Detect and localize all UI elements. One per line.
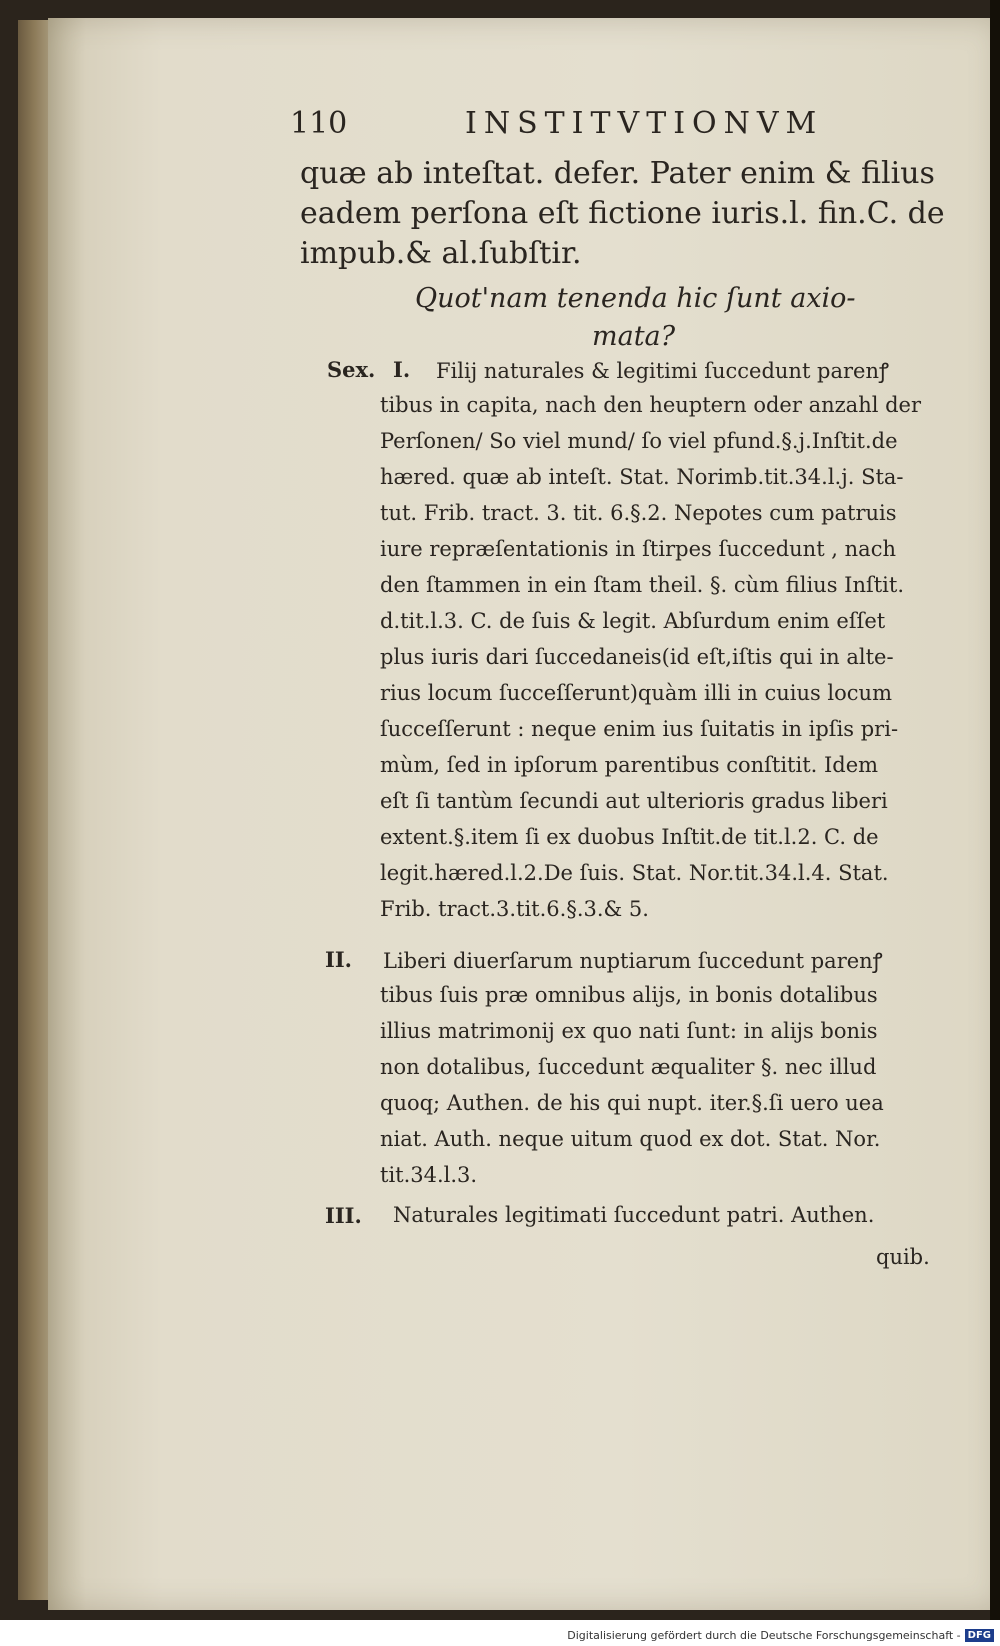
section-label: Sex.: [327, 357, 376, 382]
catchword: quib.: [876, 1245, 930, 1269]
axiom-line: tibus ſuis præ omnibus alijs, in bonis dotalibus: [380, 983, 878, 1007]
footer-credit: [567, 1629, 994, 1642]
axiom-line: Filij naturales & legitimi ſuccedunt parenꝭ: [436, 359, 889, 383]
axiom-marker: I.: [393, 357, 411, 382]
question-heading: mata?: [592, 321, 676, 352]
axiom-line: plus iuris dari ſuccedaneis(id eſt,iſtis qui in alte-: [380, 645, 894, 669]
axiom-line: hæred. quæ ab inteſt. Stat. Norimb.tit.34.l.j. Sta-: [380, 465, 904, 489]
axiom-line: legit.hæred.l.2.De ſuis. Stat. Nor.tit.34.l.4. Stat.: [380, 861, 889, 885]
axiom-marker: II.: [325, 947, 352, 972]
axiom-line: non dotalibus, ſuccedunt æqualiter §. nec illud: [380, 1055, 877, 1079]
axiom-marker: III.: [325, 1203, 362, 1228]
axiom-line: Perſonen/ So viel mund/ ſo viel pfund.§.j.Inſtit.de: [380, 429, 898, 453]
axiom-line: Frib. tract.3.tit.6.§.3.& 5.: [380, 897, 649, 921]
axiom-line: eſt ſi tantùm ſecundi aut ulterioris gradus liberi: [380, 789, 888, 813]
axiom-line: extent.§.item ſi ex duobus Inſtit.de tit.l.2. C. de: [380, 825, 879, 849]
axiom-line: Liberi diuerſarum nuptiarum ſuccedunt parenꝭ: [383, 949, 883, 973]
axiom-line: mùm, ſed in ipſorum parentibus conſtitit. Idem: [380, 753, 879, 777]
book-edge: [18, 20, 50, 1600]
running-head: INSTITVTIONVM: [465, 106, 824, 141]
axiom-line: den ſtammen in ein ſtam theil. §. cùm filius Inſtit.: [380, 573, 905, 597]
axiom-line: d.tit.l.3. C. de ſuis & legit. Abſurdum enim eſſet: [380, 609, 886, 633]
footer-text: Digitalisierung gefördert durch die Deutsche Forschungsgemeinschaft -: [567, 1629, 961, 1642]
page-number: 110: [290, 106, 348, 141]
axiom-line: Naturales legitimati ſuccedunt patri. Authen.: [393, 1203, 875, 1227]
axiom-line: niat. Auth. neque uitum quod ex dot. Stat. Nor.: [380, 1127, 881, 1151]
question-heading: Quot'nam tenenda hic ſunt axio-: [415, 283, 856, 314]
axiom-line: tut. Frib. tract. 3. tit. 6.§.2. Nepotes cum patruis: [380, 501, 897, 525]
intro-line: eadem perſona eſt fictione iuris.l. fin.C. de: [300, 196, 945, 231]
axiom-line: illius matrimonij ex quo nati ſunt: in alijs bonis: [380, 1019, 878, 1043]
intro-line: quæ ab inteſtat. defer. Pater enim & filius: [300, 156, 935, 191]
axiom-line: tibus in capita, nach den heuptern oder anzahl der: [380, 393, 922, 417]
axiom-line: rius locum ſucceſſerunt)quàm illi in cuius locum: [380, 681, 892, 705]
axiom-line: quoq; Authen. de his qui nupt. iter.§.ſi uero uea: [380, 1091, 884, 1115]
axiom-line: iure repræſentationis in ſtirpes ſuccedunt , nach: [380, 537, 896, 561]
dfg-logo: DFG: [965, 1629, 994, 1642]
page-shadow: [990, 0, 1000, 1620]
intro-line: impub.& al.ſubſtir.: [300, 236, 582, 271]
axiom-line: ſucceſſerunt : neque enim ius ſuitatis in ipſis pri-: [380, 717, 899, 741]
axiom-line: tit.34.l.3.: [380, 1163, 478, 1187]
